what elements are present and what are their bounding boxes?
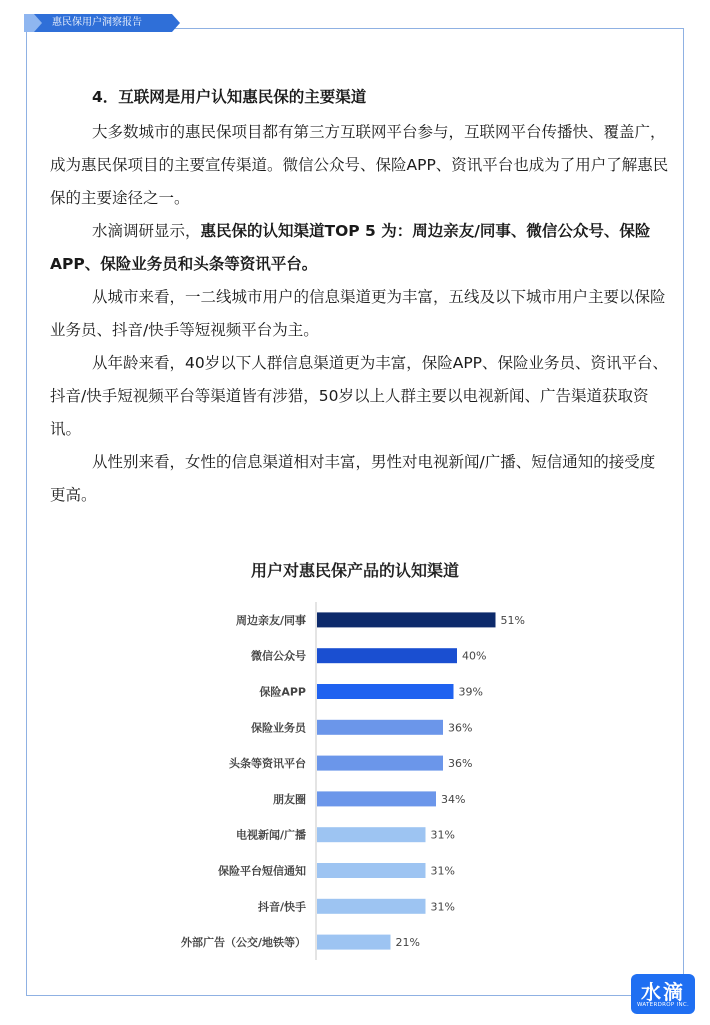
value-label: 51%: [500, 613, 525, 627]
category-label: 保险平台短信通知: [218, 864, 306, 878]
category-label: 电视新闻/广播: [235, 828, 306, 842]
value-label: 31%: [430, 900, 455, 914]
category-label: 抖音/快手: [257, 900, 306, 914]
bar-chart: [0, 598, 710, 968]
value-label: 39%: [458, 685, 483, 699]
header-tab: [24, 14, 178, 32]
bar: [317, 791, 436, 806]
category-label: 微信公众号: [251, 649, 306, 663]
bar: [317, 756, 443, 771]
bar: [317, 863, 426, 878]
paragraph-4: 从年龄来看，40岁以下人群信息渠道更为丰富，保险APP、保险业务员、资讯平台、抖音/快手短视频平台等渠道皆有涉猎，50岁以上人群主要以电视新闻、广告渠道获取资讯。: [50, 354, 669, 438]
category-label: 头条等资讯平台: [229, 757, 306, 771]
category-label: 保险APP: [259, 685, 306, 699]
paragraph-2: [50, 215, 670, 281]
paragraph-2-normal: 水滴调研显示，: [92, 222, 201, 240]
bar: [317, 827, 426, 842]
chart-title: 用户对惠民保产品的认知渠道: [250, 561, 459, 580]
section-heading: 4．互联网是用户认知惠民保的主要渠道: [92, 88, 367, 106]
value-label: 36%: [448, 757, 473, 771]
paragraph-3: 从城市来看，一二线城市用户的信息渠道更为丰富，五线及以下城市用户主要以保险业务员、抖音/快手等短视频平台为主。: [50, 288, 666, 339]
article: [50, 82, 670, 512]
bar: [317, 935, 391, 950]
category-label: 外部广告（公交/地铁等）: [180, 936, 306, 950]
value-label: 34%: [441, 792, 466, 806]
header-tab-label: 惠民保用户洞察报告: [52, 17, 142, 28]
bar: [317, 720, 443, 735]
logo-text-cn: 水滴: [641, 980, 685, 1004]
category-label: 周边亲友/同事: [235, 613, 306, 627]
value-label: 31%: [430, 864, 455, 878]
category-label: 朋友圈: [273, 792, 306, 806]
paragraph-2-bold: 惠民保的认知渠道TOP 5 为：周边亲友/同事、微信公众号、保险APP、保险业务员和头条等资讯平台。: [50, 222, 651, 273]
value-label: 21%: [395, 936, 420, 950]
bar: [317, 899, 426, 914]
value-label: 31%: [430, 828, 455, 842]
bar: [317, 684, 454, 699]
value-label: 40%: [462, 649, 487, 663]
bar: [317, 612, 496, 627]
bar: [317, 648, 457, 663]
waterdrop-logo: [631, 974, 695, 1014]
paragraph-1: 大多数城市的惠民保项目都有第三方互联网平台参与，互联网平台传播快、覆盖广，成为惠民保项目的主要宣传渠道。微信公众号、保险APP、资讯平台也成为了用户了解惠民保的主要途径之一。: [50, 123, 669, 207]
value-label: 36%: [448, 721, 473, 735]
category-label: 保险业务员: [251, 721, 306, 735]
paragraph-5: 从性别来看，女性的信息渠道相对丰富，男性对电视新闻/广播、短信通知的接受度更高。: [50, 453, 656, 504]
logo-text-en: WATERDROP INC.: [636, 1002, 690, 1008]
